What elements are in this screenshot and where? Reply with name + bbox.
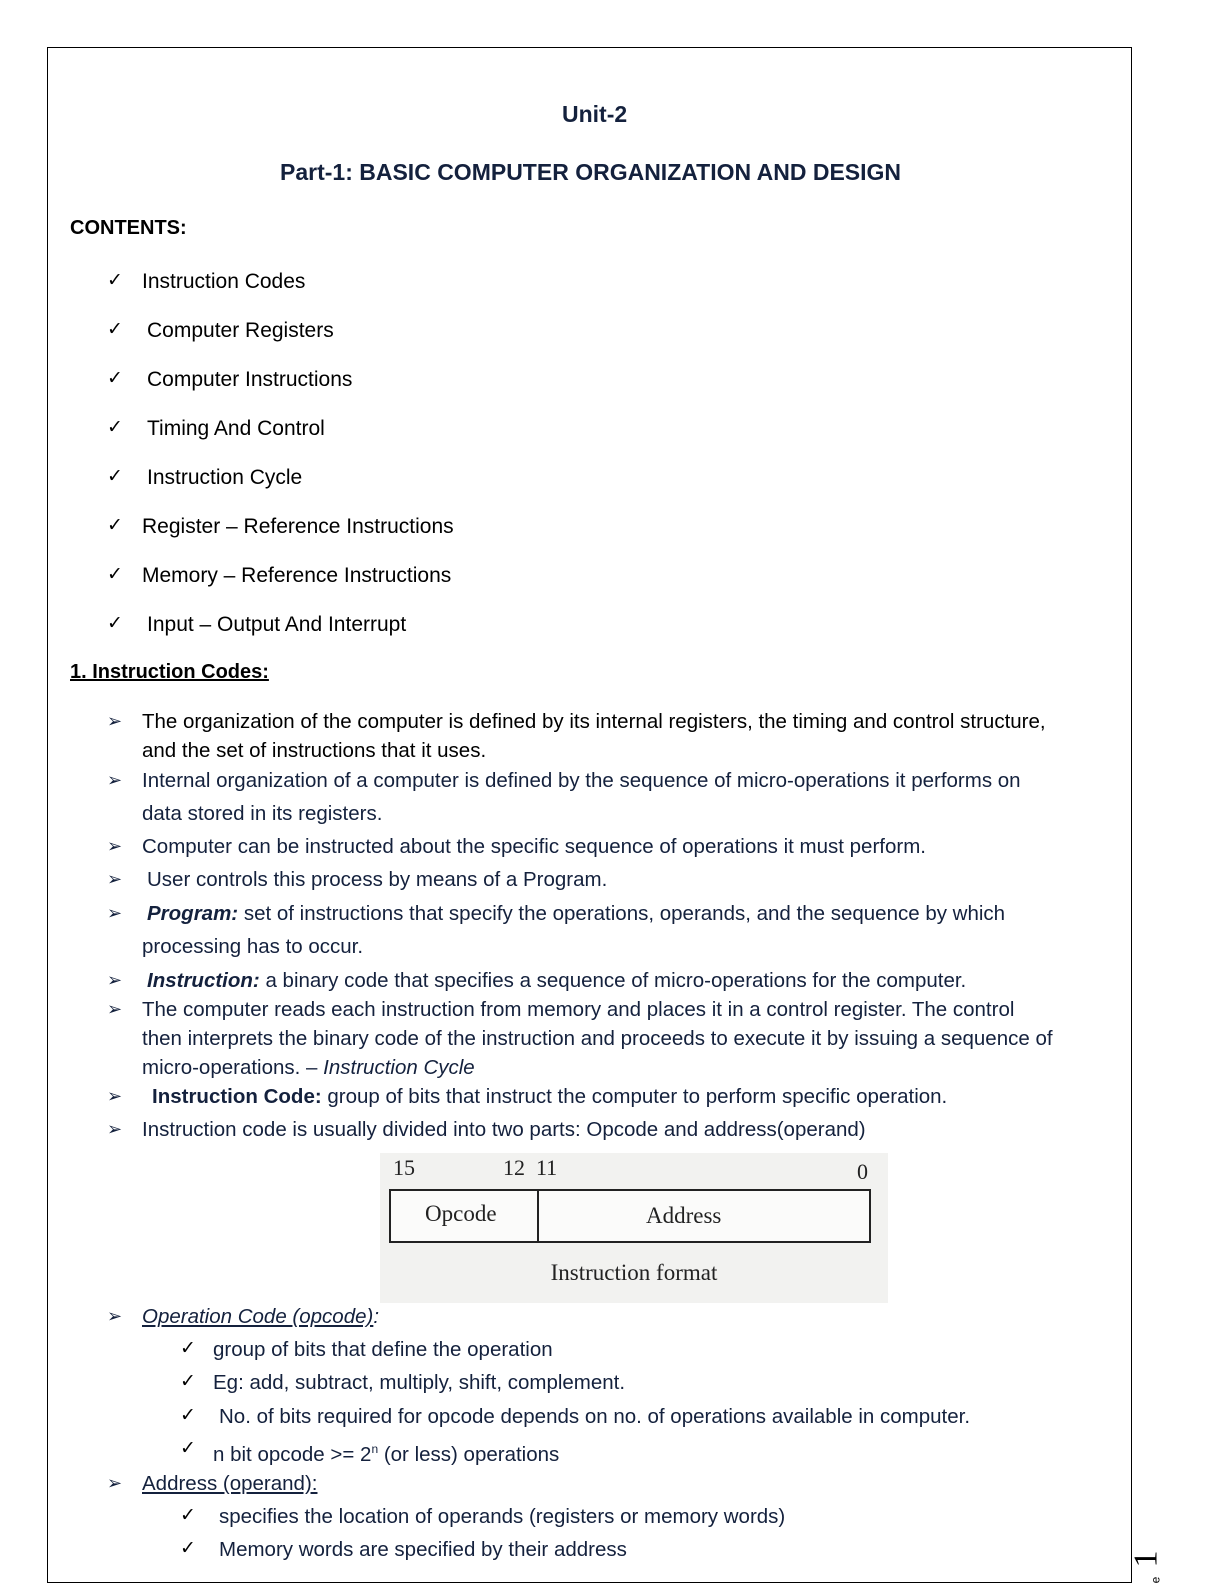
arrow-bullet-icon: ➢ <box>107 970 123 990</box>
formula-suffix: (or less) operations <box>378 1442 560 1466</box>
bullet-text: and the set of instructions that it uses. <box>142 739 487 762</box>
arrow-bullet-icon: ➢ <box>107 903 123 923</box>
check-icon: ✓ <box>107 466 123 487</box>
bullet-text: Computer can be instructed about the specific sequence of operations it must perform. <box>142 835 926 858</box>
bullet-text <box>142 1053 475 1082</box>
contents-heading: CONTENTS: <box>70 217 187 239</box>
bullet-body: group of bits that instruct the computer to perform specific operation. <box>321 1085 948 1108</box>
check-icon: ✓ <box>180 1338 196 1359</box>
check-icon: ✓ <box>107 368 123 389</box>
check-icon: ✓ <box>107 564 123 585</box>
contents-item: Input – Output And Interrupt <box>147 613 407 636</box>
contents-item: Timing And Control <box>147 417 325 440</box>
formula-prefix: n bit opcode >= 2 <box>213 1442 372 1466</box>
bullet-text <box>147 899 1005 928</box>
contents-item: Memory – Reference Instructions <box>142 564 452 587</box>
contents-item: Instruction Codes <box>142 270 306 293</box>
arrow-bullet-icon: ➢ <box>107 711 123 731</box>
contents-item: Register – Reference Instructions <box>142 515 454 538</box>
opcode-formula <box>213 1435 559 1469</box>
contents-item: Computer Registers <box>147 319 334 342</box>
unit-title: Unit-2 <box>562 101 628 127</box>
check-icon: ✓ <box>180 1505 196 1526</box>
bit-label-15: 15 <box>393 1155 415 1180</box>
bullet-text: processing has to occur. <box>142 935 364 958</box>
arrow-bullet-icon: ➢ <box>107 1306 123 1326</box>
colon: : <box>373 1305 380 1328</box>
arrow-bullet-icon: ➢ <box>107 1086 123 1106</box>
check-icon: ✓ <box>107 319 123 340</box>
check-icon: ✓ <box>180 1405 196 1426</box>
bullet-text: data stored in its registers. <box>142 802 383 825</box>
opcode-item: Eg: add, subtract, multiply, shift, complement. <box>213 1371 626 1394</box>
address-heading: Address (operand): <box>142 1472 318 1495</box>
contents-item: Computer Instructions <box>147 368 353 391</box>
formula-exponent: n <box>371 1442 379 1456</box>
arrow-bullet-icon: ➢ <box>107 1473 123 1493</box>
instruction-format-diagram <box>380 1153 888 1303</box>
diagram-caption <box>380 1260 888 1286</box>
address-item: Memory words are specified by their address <box>219 1538 627 1561</box>
bullet-text: Instruction code is usually divided into two parts: Opcode and address(operand) <box>142 1118 866 1141</box>
page-number: 1 <box>1127 1550 1165 1568</box>
bullet-text: Internal organization of a computer is defined by the sequence of micro-operations it performs on <box>142 769 1021 792</box>
opcode-field: Opcode <box>425 1201 497 1226</box>
bullet-text: The computer reads each instruction from memory and places it in a control register. The control <box>142 998 1015 1021</box>
bullet-text <box>147 966 966 995</box>
address-item: specifies the location of operands (registers or memory words) <box>219 1505 786 1528</box>
opcode-heading-text: Operation Code (opcode) <box>142 1305 374 1328</box>
bullet-text <box>152 1082 947 1111</box>
arrow-bullet-icon: ➢ <box>107 999 123 1019</box>
bit-label-0: 0 <box>857 1159 868 1184</box>
bit-label-12: 12 <box>503 1155 525 1180</box>
opcode-item: group of bits that define the operation <box>213 1338 553 1361</box>
page-label-fragment: e <box>1148 1576 1163 1584</box>
opcode-item: No. of bits required for opcode depends on no. of operations available in computer. <box>219 1405 971 1428</box>
check-icon: ✓ <box>180 1538 196 1559</box>
instruction-cycle-term: Instruction Cycle <box>323 1056 475 1079</box>
check-icon: ✓ <box>107 613 123 634</box>
arrow-bullet-icon: ➢ <box>107 1119 123 1139</box>
arrow-bullet-icon: ➢ <box>107 836 123 856</box>
bullet-text: User controls this process by means of a Program. <box>147 868 608 891</box>
section-heading: 1. Instruction Codes: <box>70 661 269 683</box>
bullet-body: set of instructions that specify the operations, operands, and the sequence by which <box>238 902 1006 925</box>
bullet-text: then interprets the binary code of the instruction and proceeds to execute it by issuing a sequence of <box>142 1027 1053 1050</box>
check-icon: ✓ <box>180 1371 196 1392</box>
part-title: Part-1: BASIC COMPUTER ORGANIZATION AND DESIGN <box>280 159 902 185</box>
field-divider <box>537 1191 539 1241</box>
arrow-bullet-icon: ➢ <box>107 869 123 889</box>
instruction-format-box <box>389 1189 871 1243</box>
term-instruction-code: Instruction Code: <box>152 1085 322 1108</box>
check-icon: ✓ <box>180 1438 196 1459</box>
check-icon: ✓ <box>107 270 123 291</box>
bullet-body: micro-operations. – <box>142 1056 324 1079</box>
check-icon: ✓ <box>107 515 123 536</box>
term-program: Program: <box>147 902 239 925</box>
check-icon: ✓ <box>107 417 123 438</box>
bullet-body: a binary code that specifies a sequence of micro-operations for the computer. <box>259 969 967 992</box>
bit-label-11: 11 <box>536 1155 558 1180</box>
term-instruction: Instruction: <box>147 969 260 992</box>
contents-item: Instruction Cycle <box>147 466 303 489</box>
opcode-heading <box>142 1302 379 1331</box>
arrow-bullet-icon: ➢ <box>107 770 123 790</box>
address-field: Address <box>646 1203 722 1228</box>
caption-text: Instruction format <box>550 1260 718 1285</box>
bullet-text: The organization of the computer is defined by its internal registers, the timing and control structure, <box>142 710 1046 733</box>
